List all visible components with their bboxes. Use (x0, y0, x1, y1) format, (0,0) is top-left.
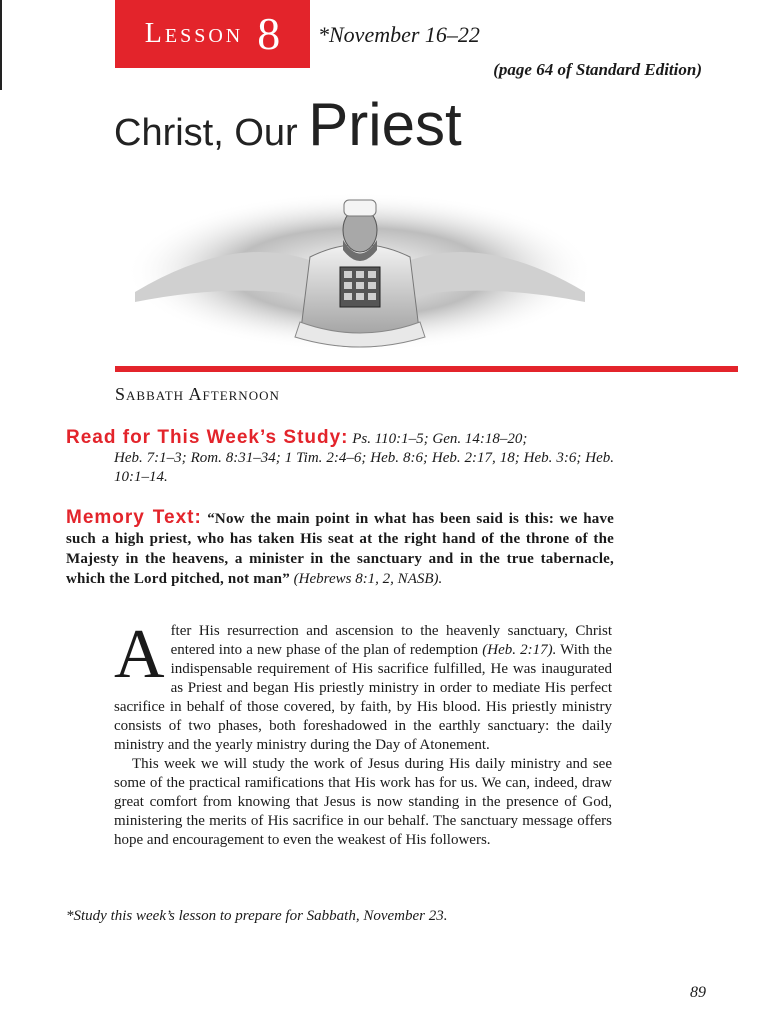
footnote: *Study this week’s lesson to prepare for Sabbath, November 23. (66, 908, 448, 924)
page-reference: (page 64 of Standard Edition) (493, 60, 702, 79)
read-refs-rest: Heb. 7:1–3; Rom. 8:31–34; 1 Tim. 2:4–6; Heb. 8:6; Heb. 2:17, 18; Heb. 3:6; Heb. 10:1–14. (114, 450, 614, 485)
read-refs-line1: Ps. 110:1–5; Gen. 14:18–20; (352, 431, 528, 447)
title-part2: Priest (308, 91, 462, 158)
lesson-date: *November 16–22 (318, 22, 480, 47)
left-margin-rule (0, 0, 2, 90)
body-p1-start: fter His resurrection and ascension to the heavenly sanctuary, Christ entered into a new phase of the plan of redemption (170, 623, 612, 658)
lesson-number: 8 (257, 8, 281, 59)
memory-verse: “Now the main point in what has been said is this: we have such a high priest, who has taken His seat at the right hand of the throne of the Majesty in the heavens, a minister in the sanctuary and in the true tabernacle, which the Lord pitched, not man” (66, 511, 615, 587)
lesson-word: Lesson (144, 18, 244, 49)
memory-label: Memory Text: (66, 507, 202, 528)
read-label: Read for This Week’s Study: (66, 427, 349, 448)
page-number: 89 (690, 984, 706, 1001)
memory-text (66, 508, 614, 589)
body-paragraph-2: This week we will study the work of Jesus during His daily ministry and see some of the practical ramifications that His work has for us. We can, indeed, draw great comfort from knowing that Jesus is now standing in the presence of God, ministering the merits of His sacrifice in our behalf. The sanctuary message offers hope and encouragement to even the weakest of His followers. (114, 756, 612, 848)
priest-illustration (115, 172, 605, 362)
page-title (114, 90, 462, 159)
memory-citation: (Hebrews 8:1, 2, NASB). (293, 571, 443, 587)
body-p1-ref: (Heb. 2:17). (482, 642, 557, 658)
section-heading: Sabbath Afternoon (115, 384, 280, 404)
body-p1-end: With the indispensable requirement of His sacrifice fulfilled, He was inaugurated as Priest and began His priestly ministry in order to mediate His perfect sacrifice in behalf of those covered, by faith, by His blood. His priestly ministry consists of two phases, both foreshadowed in the earthly sanctuary: the daily ministry and the yearly ministry during the Day of Atonement. (114, 642, 612, 753)
drop-cap: A (114, 616, 165, 693)
lesson-tab (115, 0, 310, 68)
section-divider (115, 366, 738, 372)
title-part1: Christ, Our (114, 112, 309, 154)
read-for-study (66, 428, 614, 487)
lesson-body (114, 616, 612, 850)
body-paragraph-1 (114, 616, 612, 755)
